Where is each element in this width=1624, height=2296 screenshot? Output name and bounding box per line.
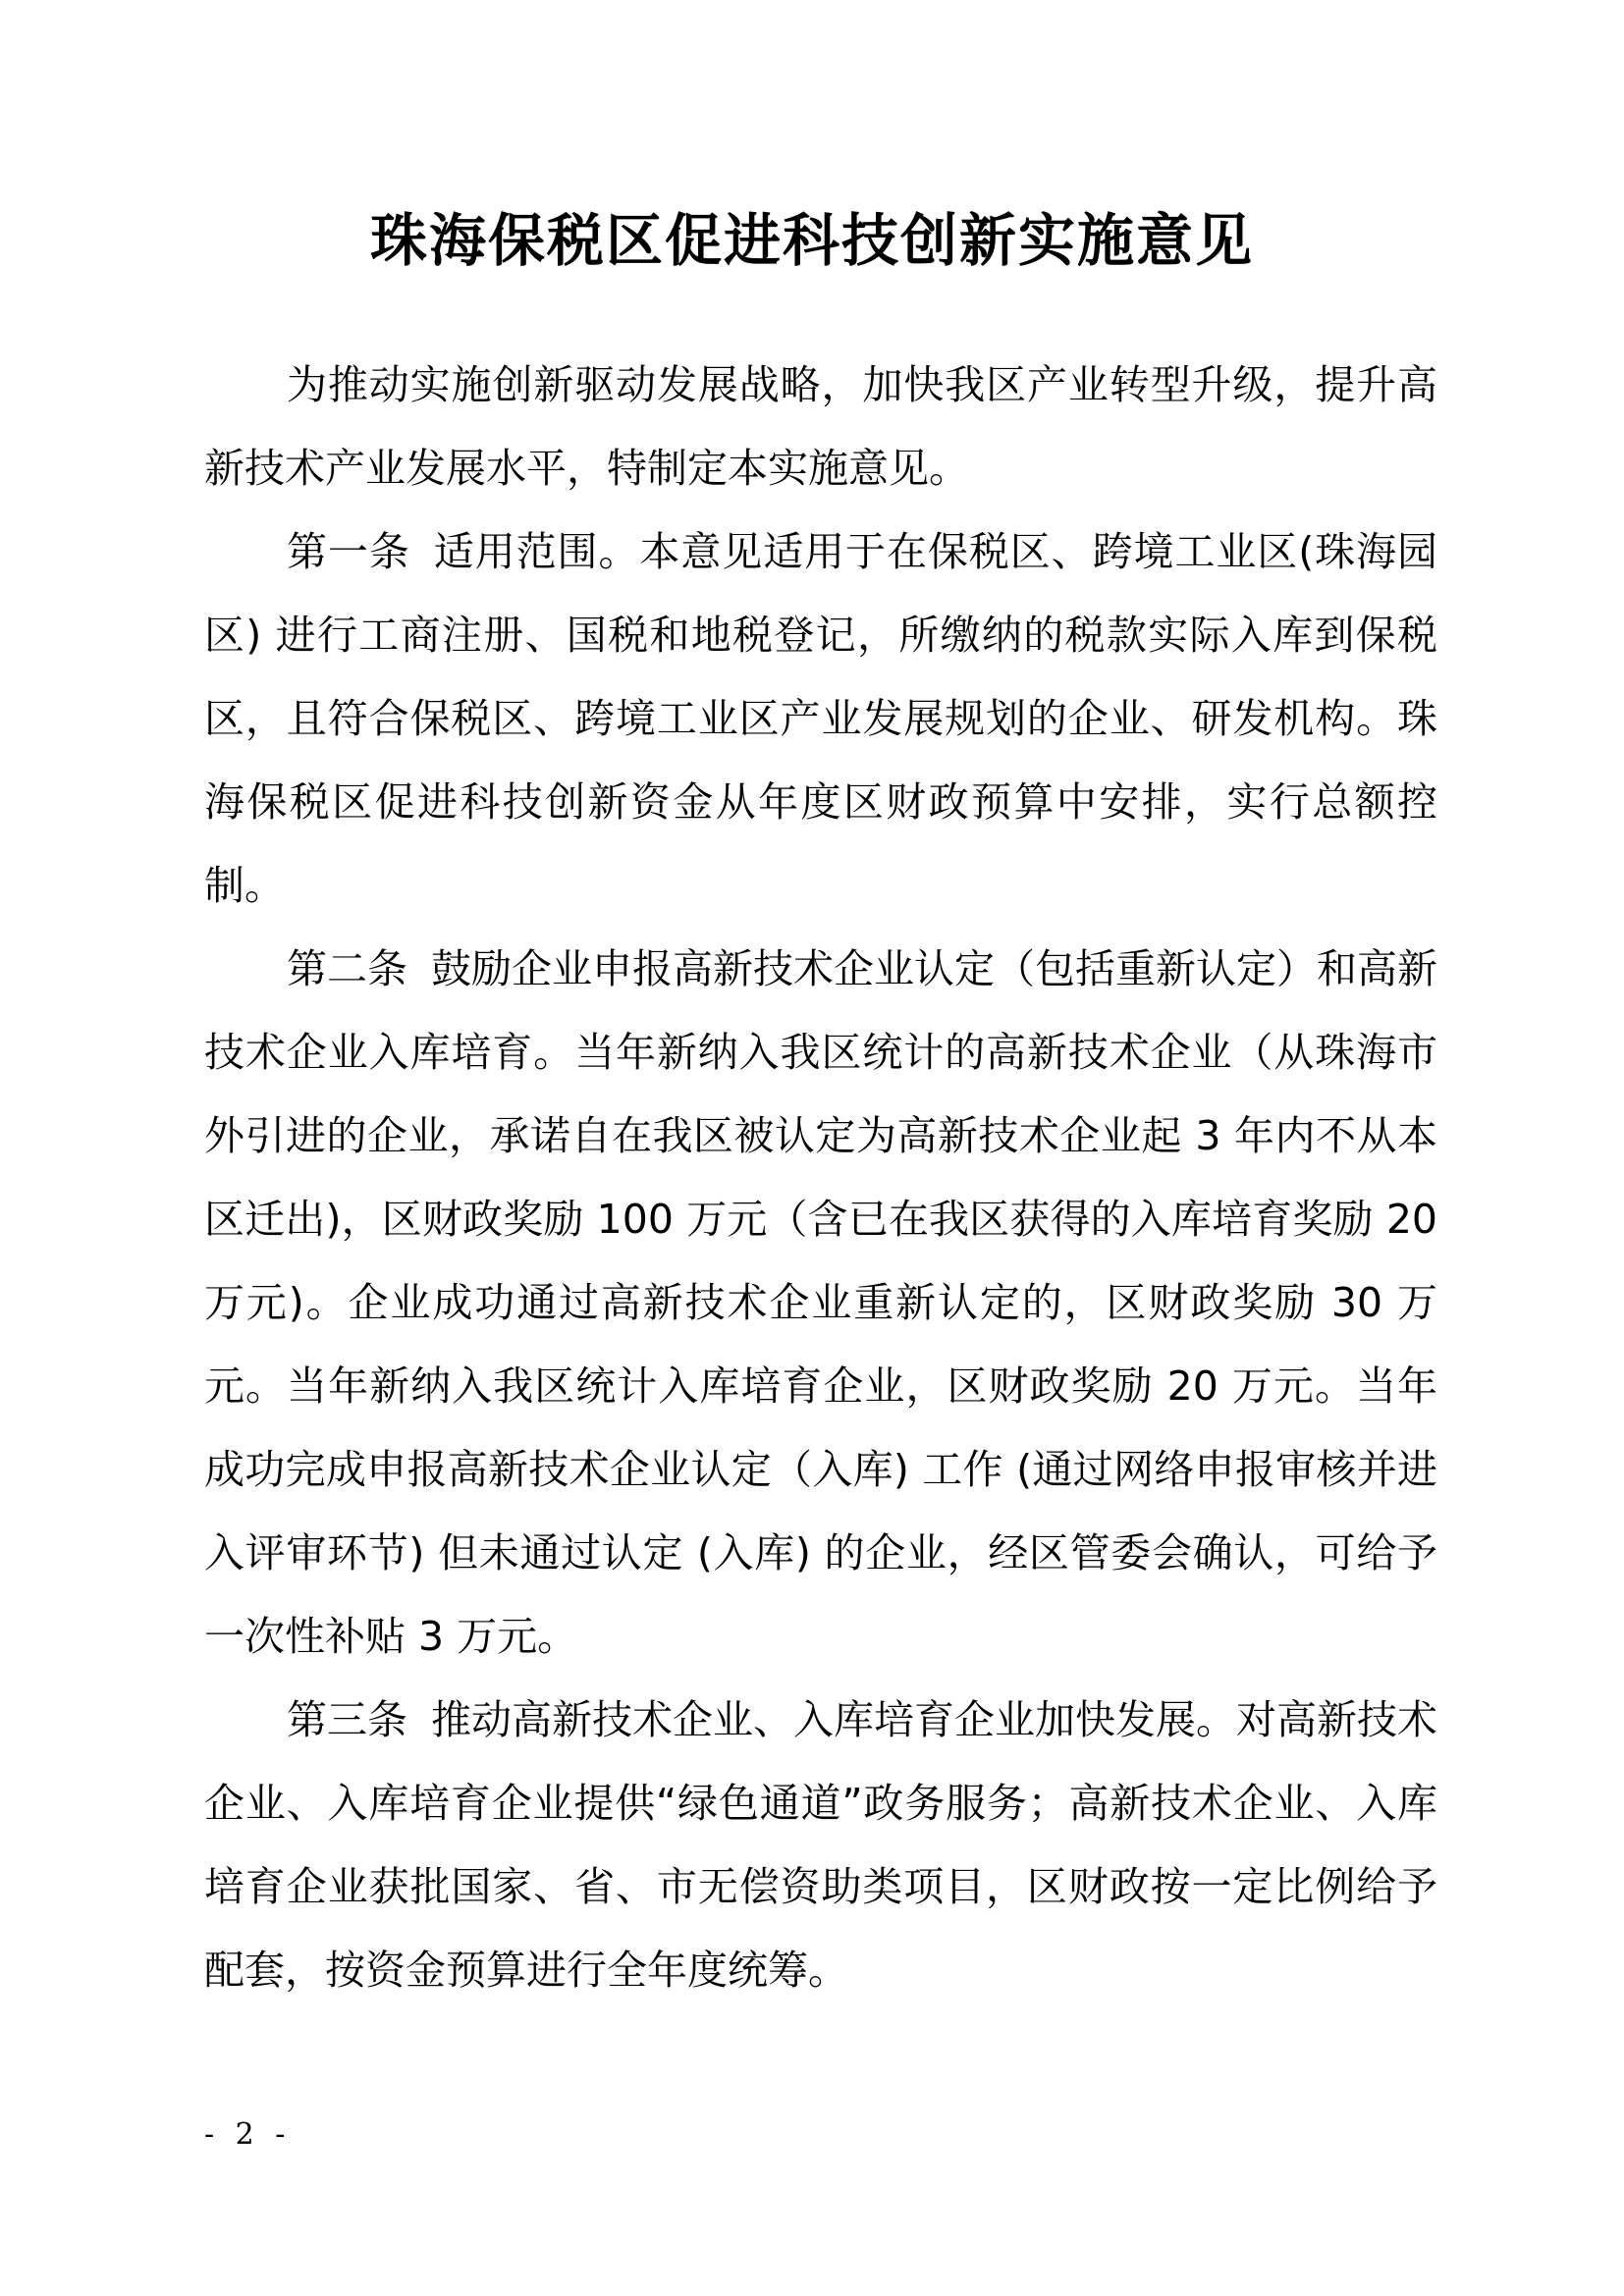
page-number: - 2 - xyxy=(204,2117,292,2152)
intro-paragraph: 为推动实施创新驱动发展战略，加快我区产业转型升级，提升高新技术产业发展水平，特制定本实施意见。 xyxy=(204,361,1437,492)
article-2 xyxy=(204,928,1437,1679)
article-1-text: 适用范围。本意见适用于在保税区、跨境工业区(珠海园区) 进行工商注册、国税和地税登记，所缴纳的税款实际入库到保税区，且符合保税区、跨境工业区产业发展规划的企业、研发机构。珠海保税区促进科技创新资金从年度区财政预算中安排，实行总额控制。 xyxy=(204,528,1437,909)
article-1-label: 第一条 xyxy=(287,528,410,575)
document-title: 珠海保税区促进科技创新实施意见 xyxy=(369,207,1254,274)
article-2-text: 鼓励企业申报高新技术企业认定（包括重新认定）和高新技术企业入库培育。当年新纳入我区统计的高新技术企业（从珠海市外引进的企业，承诺自在我区被认定为高新技术企业起 3 年内不从本区迁出)，区财政奖励 100 万元（含已在我区获得的入库培育奖励 20 万元)。企业成功通过高新技术企业重新认定的，区财政奖励 30 万元。当年新纳入我区统计入库培育企业，区财政奖励 20 万元。当年成功完成申报高新技术企业认定（入库) 工作 (通过网络申报审核并进入评审环节) 但未通过认定 (入库) 的企业，经区管委会确认，可给予一次性补贴 3 万元。 xyxy=(204,945,1437,1660)
article-3 xyxy=(204,1679,1437,2012)
article-3-label: 第三条 xyxy=(287,1696,407,1743)
article-3-text: 推动高新技术企业、入库培育企业加快发展。对高新技术企业、入库培育企业提供“绿色通道”政务服务；高新技术企业、入库培育企业获批国家、省、市无偿资助类项目，区财政按一定比例给予配套，按资金预算进行全年度统筹。 xyxy=(204,1696,1437,1994)
article-1 xyxy=(204,510,1437,928)
document-body xyxy=(204,344,1437,2012)
article-2-label: 第二条 xyxy=(287,945,407,992)
